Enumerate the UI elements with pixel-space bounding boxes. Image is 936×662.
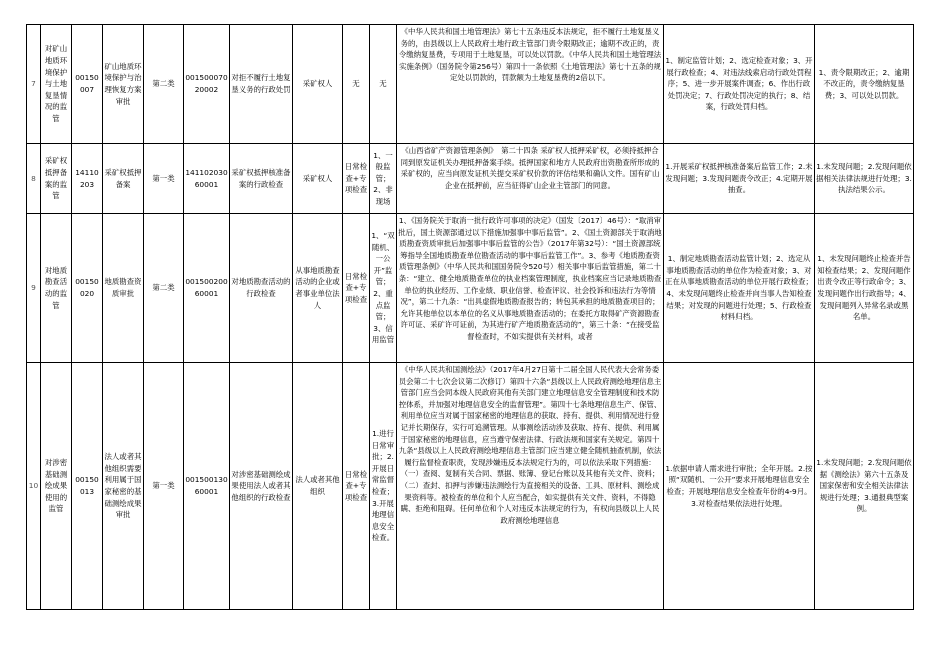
supervision-method: 日常检查+专项检查 xyxy=(343,363,370,610)
legal-basis-text: 1、《国务院关于取消一批行政许可事项的决定》（国发〔2017〕46号）：“取消审批后，国土资源部通过以下措施加强事中事后监管”。2、《国土资源部关于取消地质勘查资质审批后加强事中事后监管的公告》（2017年第32号）：“国土资源部统筹指导全国地质勘查单位勘查活动的事中事后监管工作”。3、参考《地质勘查资质管理条例》（中华人民共和国国务院令520号）相关事中事后监管措施，第二十条：“建立、健全地质勘查单位的执业档案管理制度，执业档案应当记录地质勘查单位的执业经历、工作业绩、职业信誉、检查评议、社会投诉和违法行为等情况”，第二十九条：“出具虚假地质勘查报告的；转包其承担的地质勘查项目的；允许其他单位以本单位的名义从事地质勘查活动的；在委托方取得矿产资源勘查许可证、采矿许可证前，为其进行矿产地质勘查活动的”，第三十条：“在接受监督检查时，不如实提供有关材料，或者 xyxy=(398,216,662,341)
item-code: 00150020 xyxy=(72,214,103,363)
category: 第二类 xyxy=(144,25,184,144)
approval-item-name: 矿山地质环境保护与治理恢复方案审批 xyxy=(103,25,144,144)
legal-basis-text: 《山西省矿产资源管理条例》 第二十四条 采矿权人抵押采矿权，必须持抵押合同到原发证机关办理抵押备案手续。抵押国家和地方人民政府出资勘查所形成的采矿权的，应当向原发证机关提交采矿权价款的评估结果和确认文件。国有矿山企业在抵押前，应当征得矿山企业主管部门的同意。 xyxy=(400,146,660,190)
regulation-table xyxy=(26,24,914,610)
supervision-method: 无 xyxy=(343,25,370,144)
approval-item-name: 采矿权抵押备案 xyxy=(103,144,144,214)
sub-item-code: 00150007020002 xyxy=(184,25,230,144)
legal-basis xyxy=(397,214,664,363)
supervision-content: 1、一般监管；2、非现场 xyxy=(370,144,397,214)
sub-item-name: 对涉密基础测绘成果使用法人或者其他组织的行政检查 xyxy=(230,363,293,610)
handling-method: 1.未发现问题；2.发现问题依据相关法律法规进行处理；3.执法结果公示。 xyxy=(815,144,914,214)
supervision-method: 日常检查+专项检查 xyxy=(343,144,370,214)
supervised-target: 采矿权人 xyxy=(293,25,343,144)
legal-basis-text: 《中华人民共和国测绘法》（2017年4月27日第十二届全国人民代表大会常务委员会第二十七次会议第二次修订）第四十六条“县级以上人民政府测绘地理信息主管部门应当会同本级人民政府其他有关部门建立地理信息安全管理制度和技术防控体系，并加强对地理信息安全的监督管理”。第四十七条地理信息生产、保管、利用单位应当对属于国家秘密的地理信息的获取、持有、提供、利用情况进行登记并长期保存，实行可追溯管理。从事测绘活动涉及获取、持有、提供、利用属于国家秘密的地理信息，应当遵守保密法律、行政法规和国家有关规定。第四十九条“县级以上人民政府测绘地理信息主管部门应当建立健全随机抽查机制，依法履行监督检查职责，发现涉嫌违反本法规定行为的，可以依法采取下列措施：（一）查阅、复制有关合同、票据、账簿、登记台账以及其他有关文件、资料；（二）查封、扣押与涉嫌违法测绘行为直接相关的设备、工具、原材料、测绘成果资料等。被检查的单位和个人应当配合，如实提供有关文件、资料，不得隐瞒、拒绝和阻碍。任何单位和个人对违反本法规定的行为，有权向县级以上人民政府测绘地理信息 xyxy=(398,365,662,525)
sub-item-code: 14110203060001 xyxy=(184,144,230,214)
table-row xyxy=(27,214,914,363)
supervision-process: 1.依据申请人需求进行审批；全年开展。2.按照“双随机、一公开”要求开展地理信息安全检查；开展地理信息安全检查年份的4-9月。3.对检查结果依法进行处理。 xyxy=(664,363,815,610)
sub-item-name: 对地质勘查活动的行政检查 xyxy=(230,214,293,363)
legal-basis xyxy=(397,25,664,144)
category: 第一类 xyxy=(144,363,184,610)
supervision-content: 无 xyxy=(370,25,397,144)
sub-item-code: 00150020060001 xyxy=(184,214,230,363)
table-row xyxy=(27,363,914,610)
sub-item-name: 对拒不履行土地复垦义务的行政处罚 xyxy=(230,25,293,144)
table-row xyxy=(27,25,914,144)
handling-method: 1.未发现问题；2.发现问题依据《测绘法》第六十五条及国家保密和安全相关法律法规进行处理；3.通报典型案例。 xyxy=(815,363,914,610)
supervised-target: 采矿权人 xyxy=(293,144,343,214)
supervision-item-name: 对地质勘查活动的监管 xyxy=(41,214,72,363)
category: 第一类 xyxy=(144,144,184,214)
row-index: 10 xyxy=(27,363,41,610)
row-index: 8 xyxy=(27,144,41,214)
legal-basis-text: 《中华人民共和国土地管理法》第七十五条违反本法规定，拒不履行土地复垦义务的，由县级以上人民政府土地行政主管部门责令限期改正；逾期不改正的，责令缴纳复垦费，专项用于土地复垦，可以处以罚款。《中华人民共和国土地管理法实施条例》（国务院令第256号）第四十一条依照《土地管理法》第七十五条的规定处以罚款的，罚款额为土地复垦费的2倍以下。 xyxy=(398,27,662,83)
supervision-content: 1.进行日常审批；2.开展日常监督检查；3.开展地理信息安全检查。 xyxy=(370,363,397,610)
legal-basis xyxy=(397,363,664,610)
item-code: 00150013 xyxy=(72,363,103,610)
row-index: 9 xyxy=(27,214,41,363)
sub-item-name: 采矿权抵押核准备案的行政检查 xyxy=(230,144,293,214)
category: 第二类 xyxy=(144,214,184,363)
handling-method: 1、未发现问题终止检查并告知检查结果；2、发现问题作出责令改正等行政命令；3、发现问题作出行政指导；4、发现问题列入异常名录或黑名单。 xyxy=(815,214,914,363)
approval-item-name: 地质勘查资质审批 xyxy=(103,214,144,363)
item-code: 14110203 xyxy=(72,144,103,214)
supervised-target: 法人或者其他组织 xyxy=(293,363,343,610)
legal-basis xyxy=(397,144,664,214)
row-index: 7 xyxy=(27,25,41,144)
supervision-item-name: 对涉密基础测绘成果使用的监管 xyxy=(41,363,72,610)
supervision-item-name: 对矿山地质环境保护与土地复垦情况的监管 xyxy=(41,25,72,144)
item-code: 00150007 xyxy=(72,25,103,144)
approval-item-name: 法人或者其他组织需要利用属于国家秘密的基础测绘成果审批 xyxy=(103,363,144,610)
supervision-content: 1、“双随机、一公开”监管；2、重点监管；3、信用监管 xyxy=(370,214,397,363)
supervised-target: 从事地质勘查活动的企业或者事业单位法人 xyxy=(293,214,343,363)
supervision-process: 1、制定地质勘查活动监管计划；2、选定从事地质勘查活动的单位作为检查对象；3、对正在从事地质勘查活动的单位开展行政检查；4、未发现问题终止检查并向当事人告知检查结果；对发现的问题进行处理；5、行政检查材料归档。 xyxy=(664,214,815,363)
supervision-process: 1、制定监管计划；2、选定检查对象；3、开展行政检查；4、对违法线索启动行政处罚程序；5、进一步开展案件调查；6、作出行政处罚决定；7、行政处罚决定的执行；8、结案，行政处罚归档。 xyxy=(664,25,815,144)
handling-method: 1、责令限期改正；2、逾期不改正的，责令缴纳复垦费；3、可以处以罚款。 xyxy=(815,25,914,144)
sub-item-code: 00150013060001 xyxy=(184,363,230,610)
supervision-method: 日常检查+专项检查 xyxy=(343,214,370,363)
table-row xyxy=(27,144,914,214)
supervision-item-name: 采矿权抵押备案的监管 xyxy=(41,144,72,214)
supervision-process: 1.开展采矿权抵押核准备案后监管工作；2.未发现问题；3.发现问题责令改正；4.定期开展抽查。 xyxy=(664,144,815,214)
